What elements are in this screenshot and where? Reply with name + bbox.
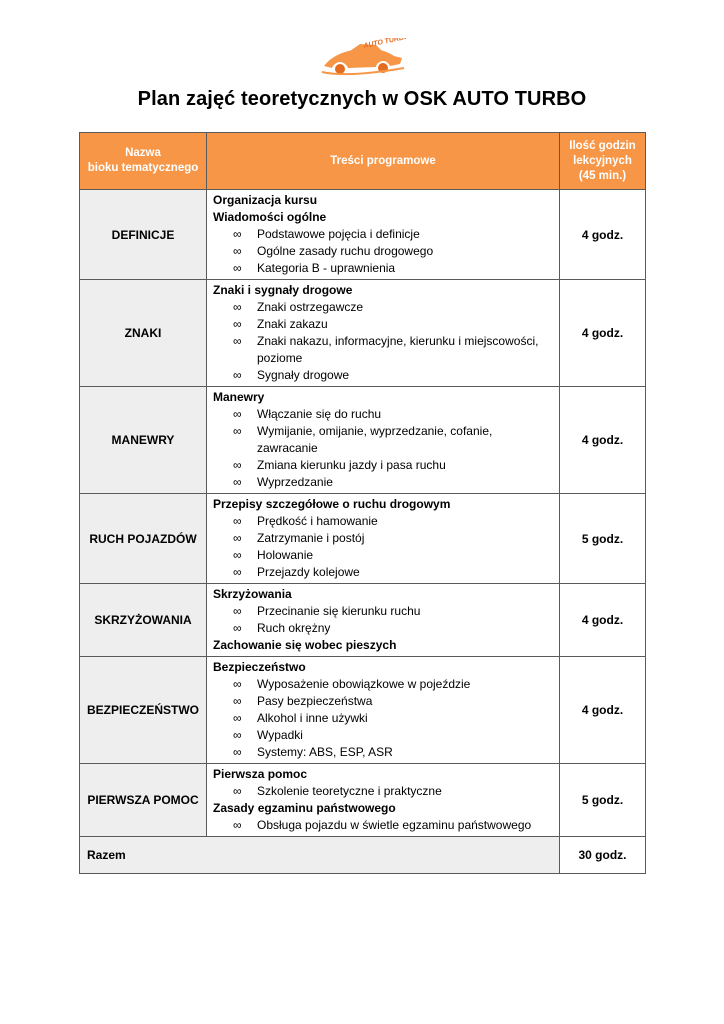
content-list <box>213 676 553 761</box>
list-item <box>213 710 553 727</box>
infinity-bullet-icon: ∞ <box>233 784 242 798</box>
content-heading: Przepisy szczegółowe o ruchu drogowym <box>213 497 451 511</box>
block-name: RUCH POJAZDÓW <box>80 494 207 584</box>
list-item <box>213 603 553 620</box>
block-hours: 4 godz. <box>560 657 646 764</box>
infinity-bullet-icon: ∞ <box>233 677 242 691</box>
content-heading: Znaki i sygnały drogowe <box>213 283 353 297</box>
table-row <box>80 764 646 837</box>
list-item-text: Pasy bezpieczeństwa <box>257 694 373 708</box>
list-item <box>213 817 553 834</box>
list-item-text: Kategoria B - uprawnienia <box>257 261 396 275</box>
car-logo-icon <box>320 38 406 82</box>
content-list <box>213 406 553 491</box>
infinity-bullet-icon: ∞ <box>233 621 242 635</box>
content-list <box>213 603 553 637</box>
page-title: Plan zajęć teoretycznych w OSK AUTO TURBO <box>137 88 587 110</box>
list-item <box>213 744 553 761</box>
list-item <box>213 474 553 491</box>
infinity-bullet-icon: ∞ <box>233 565 242 579</box>
list-item-text: Ruch okrężny <box>257 621 331 635</box>
total-label: Razem <box>80 837 560 874</box>
list-item <box>213 226 553 243</box>
table-row <box>80 584 646 657</box>
content-heading: Organizacja kursu <box>213 193 318 207</box>
table-row <box>80 280 646 387</box>
list-item-text: Wypadki <box>257 728 303 742</box>
infinity-bullet-icon: ∞ <box>233 261 242 275</box>
block-name: ZNAKI <box>80 280 207 387</box>
infinity-bullet-icon: ∞ <box>233 244 242 258</box>
list-item <box>213 676 553 693</box>
list-item-text: Przecinanie się kierunku ruchu <box>257 604 421 618</box>
list-item-text: Znaki zakazu <box>257 317 328 331</box>
infinity-bullet-icon: ∞ <box>233 514 242 528</box>
infinity-bullet-icon: ∞ <box>233 728 242 742</box>
list-item <box>213 367 553 384</box>
content-heading: Zachowanie się wobec pieszych <box>213 638 397 652</box>
content-list <box>213 513 553 581</box>
list-item-text: Alkohol i inne używki <box>257 711 368 725</box>
infinity-bullet-icon: ∞ <box>233 745 242 759</box>
list-item <box>213 243 553 260</box>
block-content <box>207 387 560 494</box>
list-item-text: Wyposażenie obowiązkowe w pojeździe <box>257 677 471 691</box>
block-hours: 4 godz. <box>560 190 646 280</box>
infinity-bullet-icon: ∞ <box>233 334 242 348</box>
infinity-bullet-icon: ∞ <box>233 475 242 489</box>
content-list <box>213 783 553 800</box>
content-list <box>213 226 553 277</box>
list-item <box>213 333 553 367</box>
infinity-bullet-icon: ∞ <box>233 694 242 708</box>
infinity-bullet-icon: ∞ <box>233 317 242 331</box>
total-row <box>80 837 646 874</box>
content-heading: Pierwsza pomoc <box>213 767 308 781</box>
infinity-bullet-icon: ∞ <box>233 424 242 438</box>
infinity-bullet-icon: ∞ <box>233 227 242 241</box>
block-content <box>207 280 560 387</box>
block-name: PIERWSZA POMOC <box>80 764 207 837</box>
list-item-text: Podstawowe pojęcia i definicje <box>257 227 420 241</box>
content-list <box>213 817 553 834</box>
content-heading: Skrzyżowania <box>213 587 292 601</box>
content-heading: Manewry <box>213 390 265 404</box>
list-item <box>213 513 553 530</box>
header-name: Nazwa bioku tematycznego <box>80 133 207 190</box>
list-item-text: Ogólne zasady ruchu drogowego <box>257 244 434 258</box>
list-item-text: Sygnały drogowe <box>257 368 350 382</box>
list-item-text: Wymijanie, omijanie, wyprzedzanie, cofanie, zawracanie <box>257 424 493 455</box>
list-item <box>213 457 553 474</box>
block-content <box>207 584 560 657</box>
header-hours: Ilość godzin lekcyjnych (45 min.) <box>560 133 646 190</box>
infinity-bullet-icon: ∞ <box>233 818 242 832</box>
list-item-text: Prędkość i hamowanie <box>257 514 378 528</box>
plan-table <box>79 132 646 874</box>
list-item-text: Wyprzedzanie <box>257 475 333 489</box>
infinity-bullet-icon: ∞ <box>233 458 242 472</box>
list-item-text: Systemy: ABS, ESP, ASR <box>257 745 393 759</box>
content-heading: Wiadomości ogólne <box>213 210 327 224</box>
list-item-text: Włączanie się do ruchu <box>257 407 382 421</box>
infinity-bullet-icon: ∞ <box>233 368 242 382</box>
list-item <box>213 299 553 316</box>
list-item-text: Znaki nakazu, informacyjne, kierunku i miejscowości, poziome <box>257 334 539 365</box>
block-content <box>207 657 560 764</box>
list-item <box>213 693 553 710</box>
block-content <box>207 764 560 837</box>
total-hours: 30 godz. <box>560 837 646 874</box>
block-hours: 4 godz. <box>560 280 646 387</box>
content-heading: Zasady egzaminu państwowego <box>213 801 396 815</box>
block-name: SKRZYŻOWANIA <box>80 584 207 657</box>
block-hours: 4 godz. <box>560 584 646 657</box>
table-row <box>80 190 646 280</box>
list-item <box>213 547 553 564</box>
table-row <box>80 494 646 584</box>
infinity-bullet-icon: ∞ <box>233 604 242 618</box>
list-item-text: Zatrzymanie i postój <box>257 531 365 545</box>
content-list <box>213 299 553 384</box>
list-item <box>213 564 553 581</box>
list-item-text: Obsługa pojazdu w świetle egzaminu państwowego <box>257 818 532 832</box>
block-name: MANEWRY <box>80 387 207 494</box>
infinity-bullet-icon: ∞ <box>233 407 242 421</box>
list-item <box>213 783 553 800</box>
block-name: BEZPIECZEŃSTWO <box>80 657 207 764</box>
infinity-bullet-icon: ∞ <box>233 548 242 562</box>
infinity-bullet-icon: ∞ <box>233 711 242 725</box>
table-row <box>80 387 646 494</box>
list-item-text: Holowanie <box>257 548 314 562</box>
list-item <box>213 530 553 547</box>
list-item-text: Znaki ostrzegawcze <box>257 300 364 314</box>
infinity-bullet-icon: ∞ <box>233 531 242 545</box>
table-header-row <box>80 133 646 190</box>
list-item-text: Szkolenie teoretyczne i praktyczne <box>257 784 442 798</box>
block-content <box>207 494 560 584</box>
list-item <box>213 727 553 744</box>
content-heading: Bezpieczeństwo <box>213 660 306 674</box>
header-content: Treści programowe <box>207 133 560 190</box>
list-item <box>213 406 553 423</box>
logo-text: AUTO TURBO <box>362 38 406 50</box>
block-name: DEFINICJE <box>80 190 207 280</box>
list-item-text: Przejazdy kolejowe <box>257 565 360 579</box>
list-item <box>213 423 553 457</box>
list-item <box>213 260 553 277</box>
table-row <box>80 657 646 764</box>
block-hours: 5 godz. <box>560 494 646 584</box>
list-item <box>213 620 553 637</box>
block-hours: 5 godz. <box>560 764 646 837</box>
list-item <box>213 316 553 333</box>
list-item-text: Zmiana kierunku jazdy i pasa ruchu <box>257 458 446 472</box>
block-content <box>207 190 560 280</box>
infinity-bullet-icon: ∞ <box>233 300 242 314</box>
block-hours: 4 godz. <box>560 387 646 494</box>
